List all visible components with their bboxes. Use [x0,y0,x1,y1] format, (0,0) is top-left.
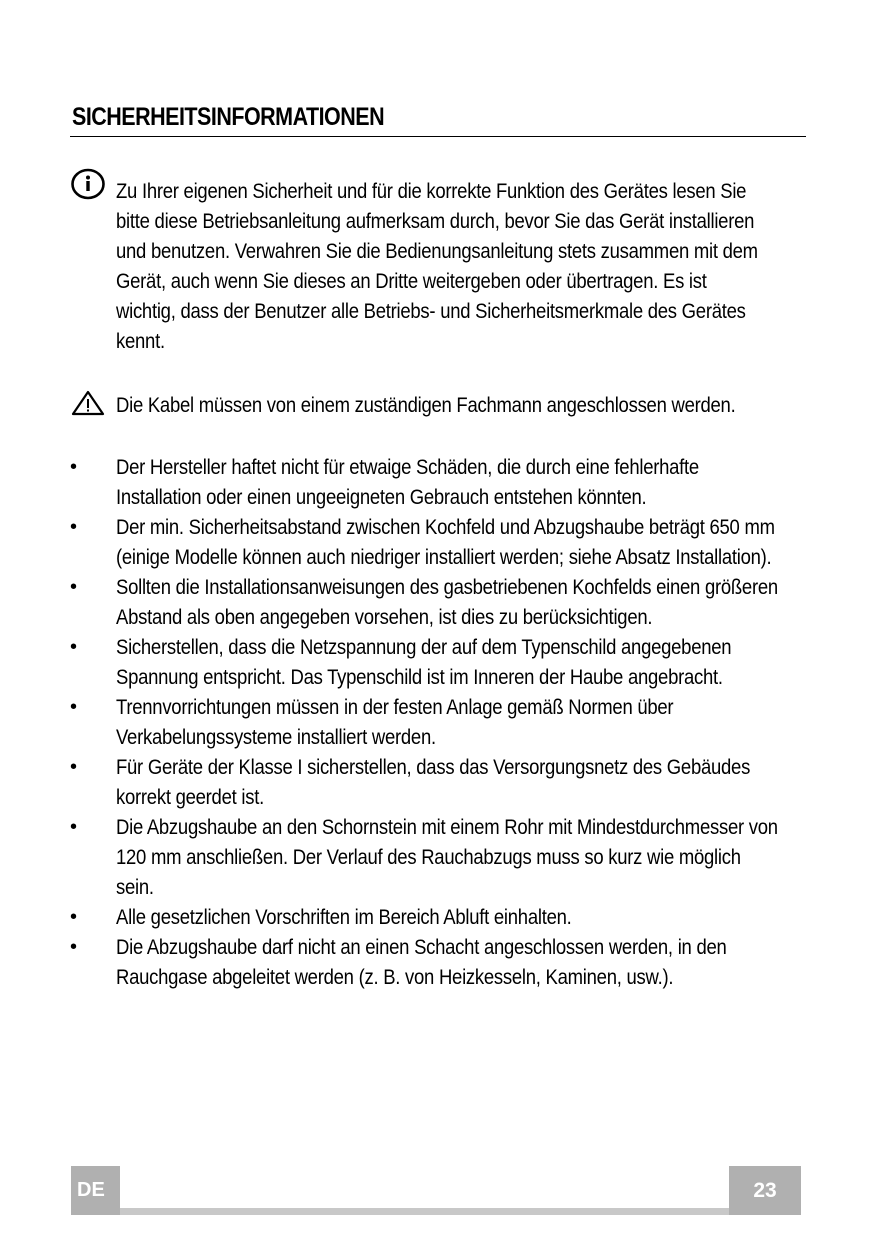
bullet-icon: • [70,516,78,538]
warning-triangle-icon [71,390,105,416]
bullet-icon: • [70,696,78,718]
info-note-text: Zu Ihrer eigenen Sicherheit und für die korrekte Funktion des Gerätes lesen Sie bitte diese Betriebsanleitung aufmerksam durch, bevor Sie das Gerät installieren und benutzen. Verwahren Sie die Bedienungsanleitung stets zusammen mit dem Gerät, auch wenn Sie dieses an Dritte weitergeben oder übertragen. Es ist wichtig, dass der Benutzer alle Betriebs- und Sicherheitsmerkmale des Gerätes kennt. [116,179,758,353]
footer-page-number: 23 [729,1166,801,1215]
list-item-text: Der min. Sicherheitsabstand zwischen Kochfeld und Abzugshaube beträgt 650 mm (einige Modelle können auch niedriger installiert werden; siehe Absatz Installation). [116,515,775,569]
warning-note [116,390,770,420]
list-item [0,452,878,512]
list-item-text: Sollten die Installationsanweisungen des gasbetriebenen Kochfelds einen größeren Abstand als oben angegeben vorsehen, ist dies zu berücksichtigen. [116,575,778,629]
info-note [116,176,770,356]
page-title: SICHERHEITSINFORMATIONEN [72,103,385,131]
warning-note-text: Die Kabel müssen von einem zuständigen Fachmann angeschlossen werden. [116,393,736,417]
list-item [0,572,878,632]
list-item [0,902,878,932]
list-item [0,632,878,692]
bullet-icon: • [70,636,78,658]
bullet-icon: • [70,936,78,958]
list-item [0,932,878,992]
list-item-text: Die Abzugshaube an den Schornstein mit einem Rohr mit Mindestdurchmesser von 120 mm anschließen. Der Verlauf des Rauchabzugs muss so kurz wie möglich sein. [116,815,778,899]
info-circle-icon [71,168,105,200]
list-item-text: Für Geräte der Klasse I sicherstellen, dass das Versorgungsnetz des Gebäudes korrekt geerdet ist. [116,755,751,809]
title-divider [70,136,806,137]
list-item-text: Sicherstellen, dass die Netzspannung der auf dem Typenschild angegebenen Spannung entspricht. Das Typenschild ist im Inneren der Haube angebracht. [116,635,732,689]
list-item-text: Die Abzugshaube darf nicht an einen Schacht angeschlossen werden, in den Rauchgase abgeleitet werden (z. B. von Heizkesseln, Kaminen, usw.). [116,935,727,989]
list-item-text: Der Hersteller haftet nicht für etwaige Schäden, die durch eine fehlerhafte Installation oder einen ungeeigneten Gebrauch entstehen könnten. [116,455,699,509]
footer-language-badge: DE [71,1166,120,1215]
list-item [0,752,878,812]
list-item-text: Trennvorrichtungen müssen in der festen Anlage gemäß Normen über Verkabelungssysteme installiert werden. [116,695,674,749]
list-item-text: Alle gesetzlichen Vorschriften im Bereich Abluft einhalten. [116,905,572,929]
bullet-icon: • [70,756,78,778]
bullet-icon: • [70,456,78,478]
safety-list [0,452,878,992]
list-item [0,692,878,752]
list-item [0,812,878,902]
bullet-icon: • [70,906,78,928]
list-item [0,512,878,572]
bullet-icon: • [70,576,78,598]
footer-bar [120,1208,730,1215]
bullet-icon: • [70,816,78,838]
